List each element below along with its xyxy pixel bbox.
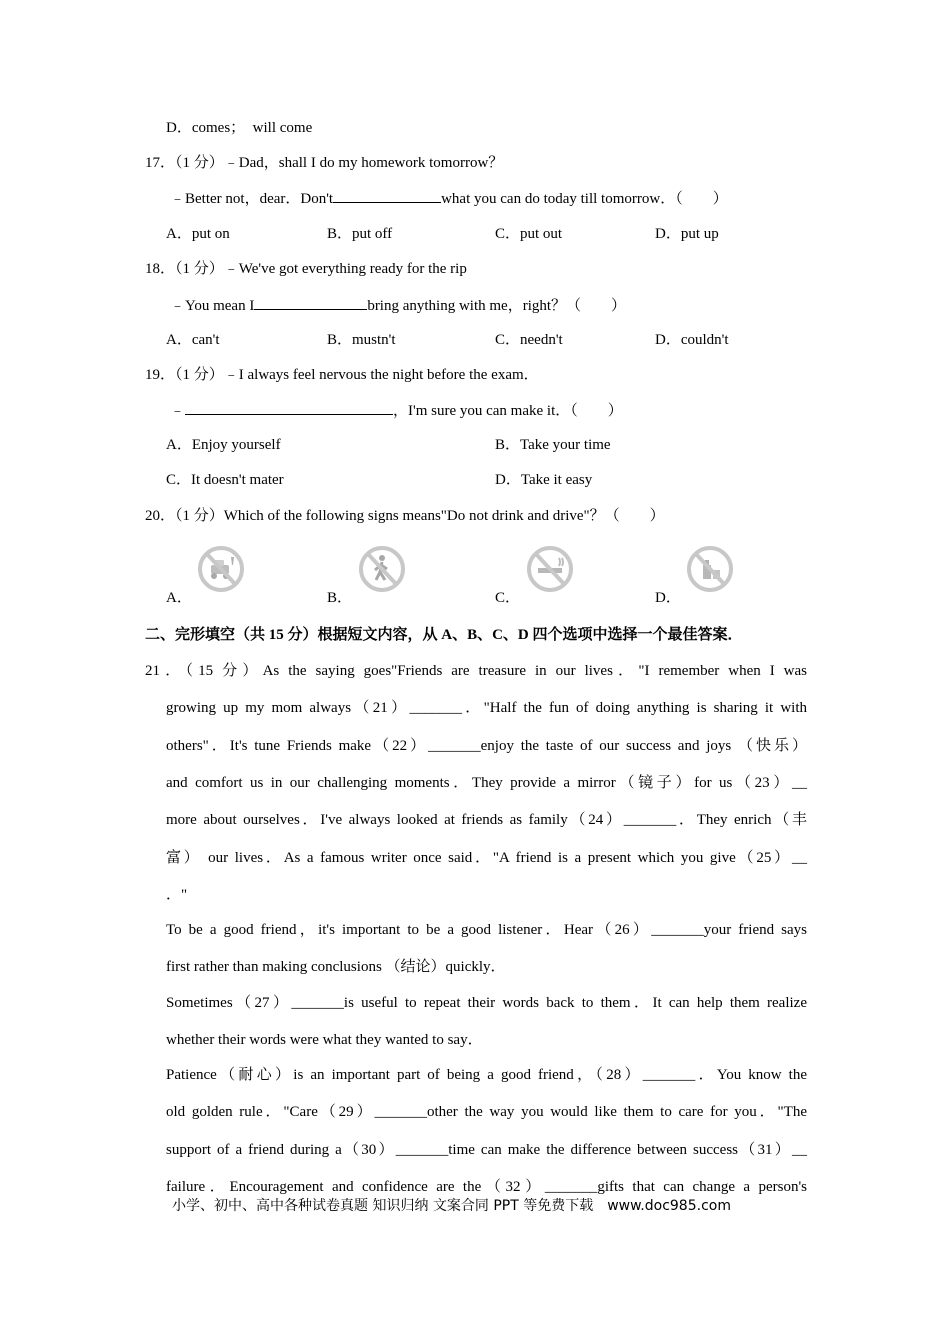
q17-option-d[interactable]: D．put up [655, 226, 719, 242]
section-heading: 二、完形填空（共 15 分）根据短文内容，从 A、B、C、D 四个选项中选择一个最佳答案． [145, 627, 743, 643]
q20-option-c[interactable]: C． [495, 590, 521, 606]
q21-line-7: ．" [166, 887, 188, 903]
q18-option-d[interactable]: D．couldn't [655, 332, 729, 348]
no-smoking-icon[interactable] [526, 543, 574, 595]
q18-option-a[interactable]: A．can't [166, 332, 220, 348]
q18-line2-b: bring anything with me，right？（ ） [367, 298, 627, 314]
q19-option-b[interactable]: B．Take your time [495, 437, 611, 453]
q21-line-5: more about ourselves．I've always looked at friends as family（24）_______．They enrich（丰 [166, 812, 807, 828]
q21-line-10: Sometimes（27）_______is useful to repeat their words back to them．It can help them realize [166, 995, 807, 1011]
no-pedestrian-icon[interactable] [358, 543, 406, 595]
q21-line-14: support of a friend during a（30）_______time can make the difference between success（31）__ [166, 1142, 807, 1158]
q18-option-b[interactable]: B．mustn't [327, 332, 396, 348]
q21-line-2: growing up my mom always（21）_______．"Half the fun of doing anything is sharing it with [166, 700, 807, 716]
q19-line2-b: ，I'm sure you can make it．（ ） [393, 403, 623, 419]
q17-option-c[interactable]: C．put out [495, 226, 563, 242]
q19-option-a[interactable]: A．Enjoy yourself [166, 437, 281, 453]
q20-stem: 20．（1 分）Which of the following signs means"Do not drink and drive"？（ ） [145, 508, 665, 524]
q19-line2-a: ﹣ [170, 403, 186, 419]
footer-watermark: 小学、初中、高中各种试卷真题 知识归纳 文案合同 PPT 等免费下载 www.doc985.com [172, 1198, 731, 1214]
q21-line-15: failure．Encouragement and confidence are the（32）_______gifts that can change a person's [166, 1179, 807, 1195]
q17-answer-blank[interactable] [333, 188, 441, 203]
q18-stem: 18．（1 分）﹣We've got everything ready for the rip [145, 261, 467, 277]
q17-line2-a: ﹣Better not，dear．Don't [170, 191, 334, 207]
q18-line2-a: ﹣You mean I [170, 298, 255, 314]
no-drinking-icon[interactable] [686, 543, 734, 595]
q19-option-c[interactable]: C．It doesn't mater [166, 472, 284, 488]
q17-stem: 17．（1 分）﹣Dad，shall I do my homework tomorrow？ [145, 155, 504, 171]
q21-line-3: others"．It's tune Friends make（22）_______enjoy the taste of our success and joys （快乐） [166, 738, 807, 754]
no-drinking-driving-icon[interactable] [197, 543, 245, 595]
q17-option-b[interactable]: B．put off [327, 226, 393, 242]
q17-line2 [170, 188, 728, 209]
q19-option-d[interactable]: D．Take it easy [495, 472, 593, 488]
q17-line2-b: what you can do today till tomorrow．（ ） [441, 191, 728, 207]
q20-option-d[interactable]: D． [655, 590, 681, 606]
q21-line-4: and comfort us in our challenging moments．They provide a mirror（镜子）for us（23）__ [166, 775, 807, 791]
q17-option-a[interactable]: A．put on [166, 226, 230, 242]
q21-line-13: old golden rule．"Care（29）_______other the way you would like them to care for you．"The [166, 1104, 807, 1120]
q18-answer-blank[interactable] [254, 295, 367, 310]
q21-line-1: 21．（15 分）As the saying goes"Friends are treasure in our lives．"I remember when I was [145, 663, 807, 679]
q20-option-a[interactable]: A． [166, 590, 192, 606]
q19-answer-blank[interactable] [185, 400, 393, 415]
q18-option-c[interactable]: C．needn't [495, 332, 563, 348]
q21-line-9: first rather than making conclusions （结论）quickly． [166, 959, 506, 975]
q21-line-6: 富） our lives．As a famous writer once said．"A friend is a present which you give（25）__ [166, 850, 807, 866]
q21-line-12: Patience（耐心）is an important part of being a good friend，（28）_______．You know the [166, 1067, 807, 1083]
q20-option-b[interactable]: B． [327, 590, 353, 606]
q19-line2 [170, 400, 623, 421]
q18-line2 [170, 295, 626, 316]
q21-line-8: To be a good friend，it's important to be a good listener．Hear（26）_______your friend says [166, 922, 807, 938]
q16-option-d: D．comes； will come [166, 120, 313, 136]
q19-stem: 19．（1 分）﹣I always feel nervous the night before the exam． [145, 367, 539, 383]
q21-line-11: whether their words were what they wanted to say． [166, 1032, 483, 1048]
